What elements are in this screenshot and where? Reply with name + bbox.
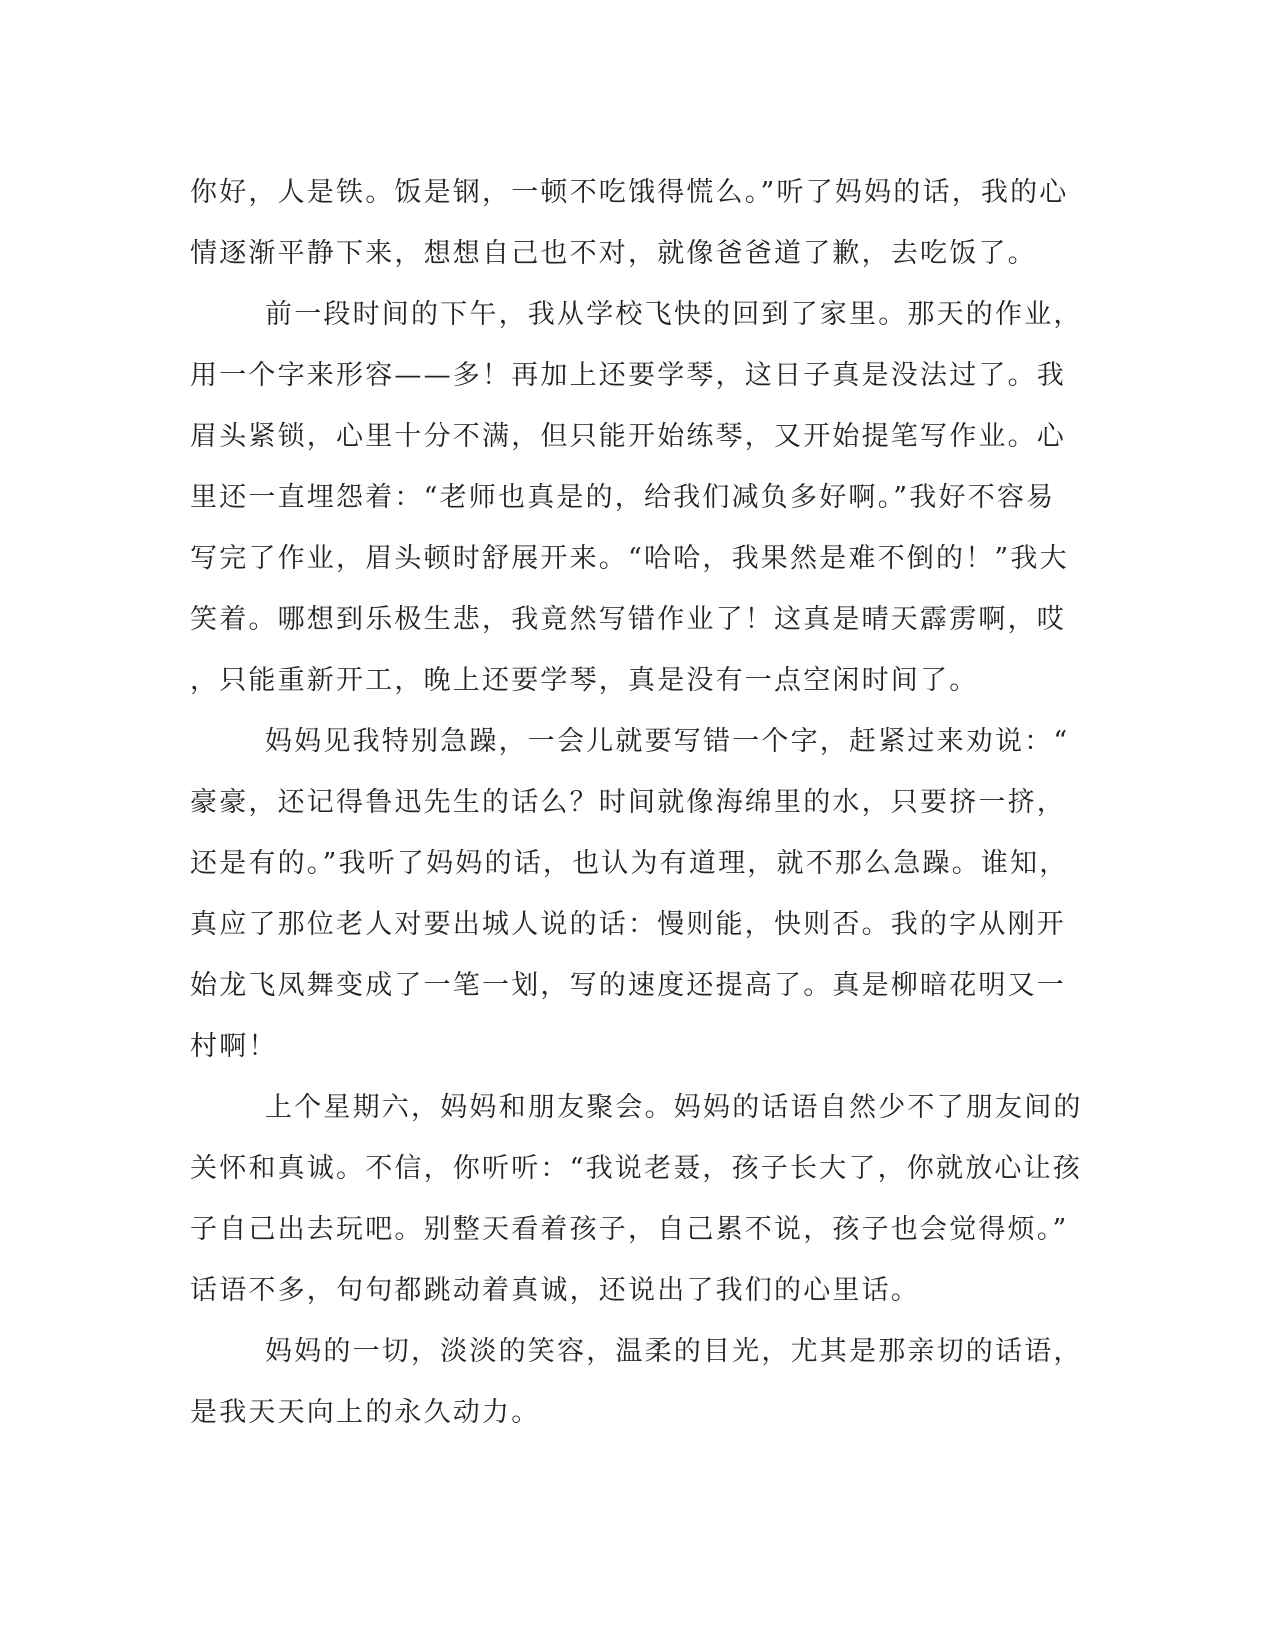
text-line: 还是有的。”我听了妈妈的话，也认为有道理，就不那么急躁。谁知，	[190, 848, 1069, 879]
text-line: 话语不多，句句都跳动着真诚，还说出了我们的心里话。	[190, 1275, 920, 1306]
text-line: 写完了作业，眉头顿时舒展开来。“哈哈，我果然是难不倒的！”我大	[190, 543, 1069, 574]
text-line: 用一个字来形容——多！再加上还要学琴，这日子真是没法过了。我	[190, 360, 1066, 391]
paragraph-start-line: 妈妈见我特别急躁，一会儿就要写错一个字，赶紧过来劝说：“	[265, 726, 1070, 757]
text-line: 子自己出去玩吧。别整天看着孩子，自己累不说，孩子也会觉得烦。”	[190, 1214, 1069, 1245]
paragraph-start-line: 妈妈的一切，淡淡的笑容，温柔的目光，尤其是那亲切的话语，	[265, 1336, 1083, 1367]
text-line: 情逐渐平静下来，想想自己也不对，就像爸爸道了歉，去吃饭了。	[190, 238, 1037, 269]
paragraph-start-line: 上个星期六，妈妈和朋友聚会。妈妈的话语自然少不了朋友间的	[265, 1092, 1083, 1123]
text-line: 始龙飞凤舞变成了一笔一划，写的速度还提高了。真是柳暗花明又一	[190, 970, 1066, 1001]
paragraph-start-line: 前一段时间的下午，我从学校飞快的回到了家里。那天的作业，	[265, 299, 1083, 330]
text-line: 你好，人是铁。饭是钢，一顿不吃饿得慌么。”听了妈妈的话，我的心	[190, 177, 1069, 208]
text-line: 真应了那位老人对要出城人说的话：慢则能，快则否。我的字从刚开	[190, 909, 1066, 940]
text-line: 笑着。哪想到乐极生悲，我竟然写错作业了！这真是晴天霹雳啊，哎	[190, 604, 1066, 635]
essay-body	[190, 162, 1090, 1443]
text-line: 村啊！	[190, 1031, 278, 1062]
text-line: 关怀和真诚。不信，你听听：“我说老聂，孩子长大了，你就放心让孩	[190, 1153, 1083, 1184]
text-line: 豪豪，还记得鲁迅先生的话么？时间就像海绵里的水，只要挤一挤，	[190, 787, 1066, 818]
text-line: 眉头紧锁，心里十分不满，但只能开始练琴，又开始提笔写作业。心	[190, 421, 1066, 452]
text-line: 里还一直埋怨着：“老师也真是的，给我们减负多好啊。”我好不容易	[190, 482, 1056, 513]
text-line: ，只能重新开工，晚上还要学琴，真是没有一点空闲时间了。	[190, 665, 979, 696]
text-line: 是我天天向上的永久动力。	[190, 1397, 541, 1428]
